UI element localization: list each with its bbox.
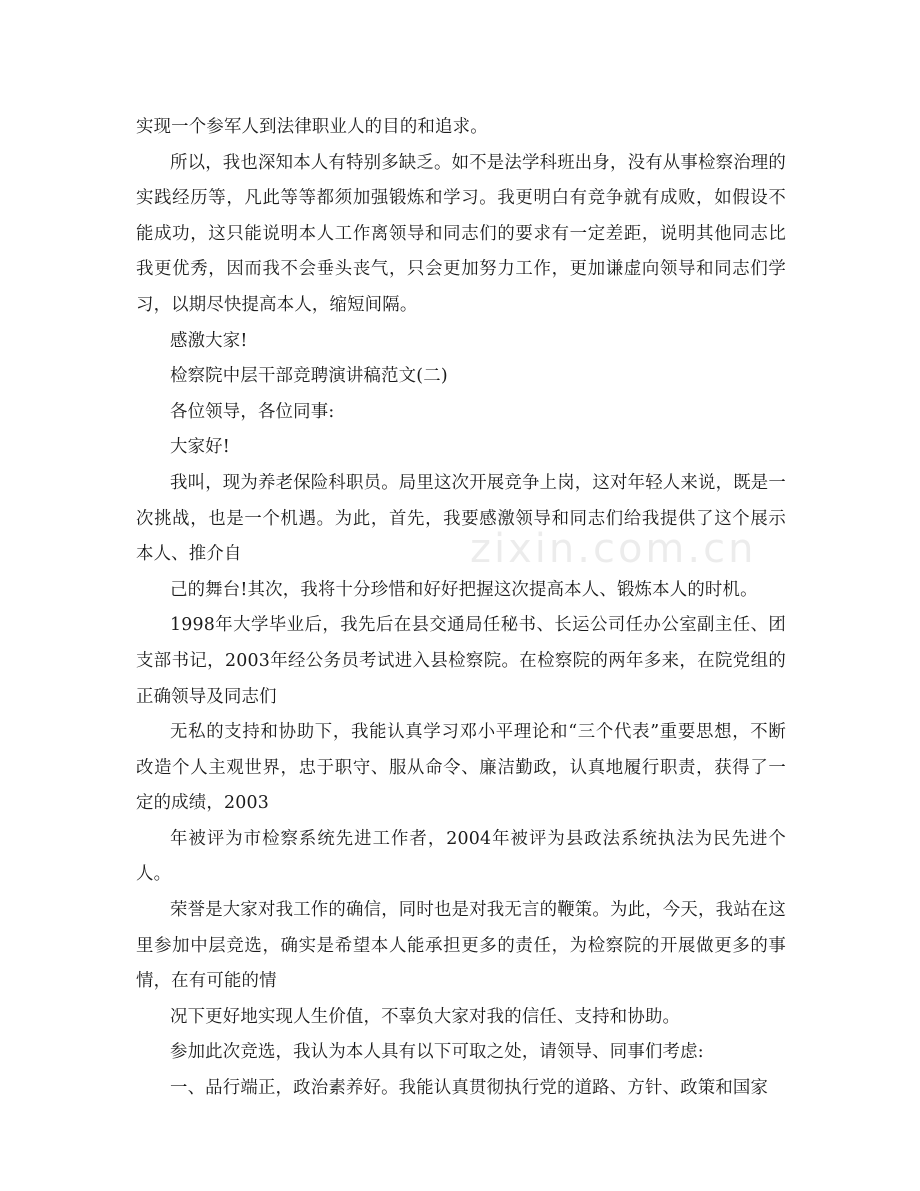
paragraph-14: 参加此次竞选，我认为本人具有以下可取之处，请领导、同事们考虑: — [170, 1042, 704, 1063]
salutation: 各位领导，各位同事: — [170, 401, 335, 422]
body-text — [136, 110, 786, 1107]
paragraph-1: 实现一个参军人到法律职业人的目的和追求。 — [136, 117, 488, 137]
paragraph-9: 1998年大学毕业后，我先后在县交通局任秘书、长运公司任办公室副主任、团支部书记，2003年经公务员考试进入县检察院。在检察院的两年多来，在院党组的正确领导及同志们 — [136, 615, 786, 707]
paragraph-11: 年被评为市检察系统先进工作者，2004年被评为县政法系统执法为民先进个人。 — [136, 828, 786, 885]
watermark: zixin.com.cn — [470, 526, 757, 572]
paragraph-15: 一、品行端正，政治素养好。我能认真贯彻执行党的道路、方针、政策和国家 — [170, 1078, 769, 1099]
section-title: 检察院中层干部竞聘演讲稿范文(二) — [170, 366, 448, 387]
greeting: 大家好! — [170, 437, 230, 458]
paragraph-3: 感激大家! — [170, 330, 248, 351]
paragraph-8: 己的舞台!其次，我将十分珍惜和好好把握这次提高本人、锻炼本人的时机。 — [170, 579, 758, 600]
paragraph-2: 所以，我也深知本人有特别多缺乏。如不是法学科班出身，没有从事检察治理的实践经历等，凡此等等都须加强锻炼和学习。我更明白有竞争就有成败，如假设不能成功，这只能说明本人工作离领导和同志们的要求有一定差距，说明其他同志比我更优秀，因而我不会垂头丧气，只会更加努力工作，更加谦虚向领导和同志们学习，以期尽快提高本人，缩短间隔。 — [136, 152, 786, 315]
paragraph-12: 荣誉是大家对我工作的确信，同时也是对我无言的鞭策。为此，今天，我站在这里参加中层竞选，确实是希望本人能承担更多的责任，为检察院的开展做更多的事情，在有可能的情 — [136, 900, 786, 992]
paragraph-7: 我叫，现为养老保险科职员。局里这次开展竞争上岗，这对年轻人来说，既是一次挑战，也是一个机遇。为此，首先，我要感激领导和同志们给我提供了这个展示本人、推介自 — [136, 472, 786, 565]
paragraph-13: 况下更好地实现人生价值，不辜负大家对我的信任、支持和协助。 — [170, 1006, 681, 1027]
paragraph-10: 无私的支持和协助下，我能认真学习邓小平理论和“三个代表”重要思想，不断改造个人主观世界，忠于职守、服从命令、廉洁勤政，认真地履行职责，获得了一定的成绩，2003 — [136, 722, 786, 814]
